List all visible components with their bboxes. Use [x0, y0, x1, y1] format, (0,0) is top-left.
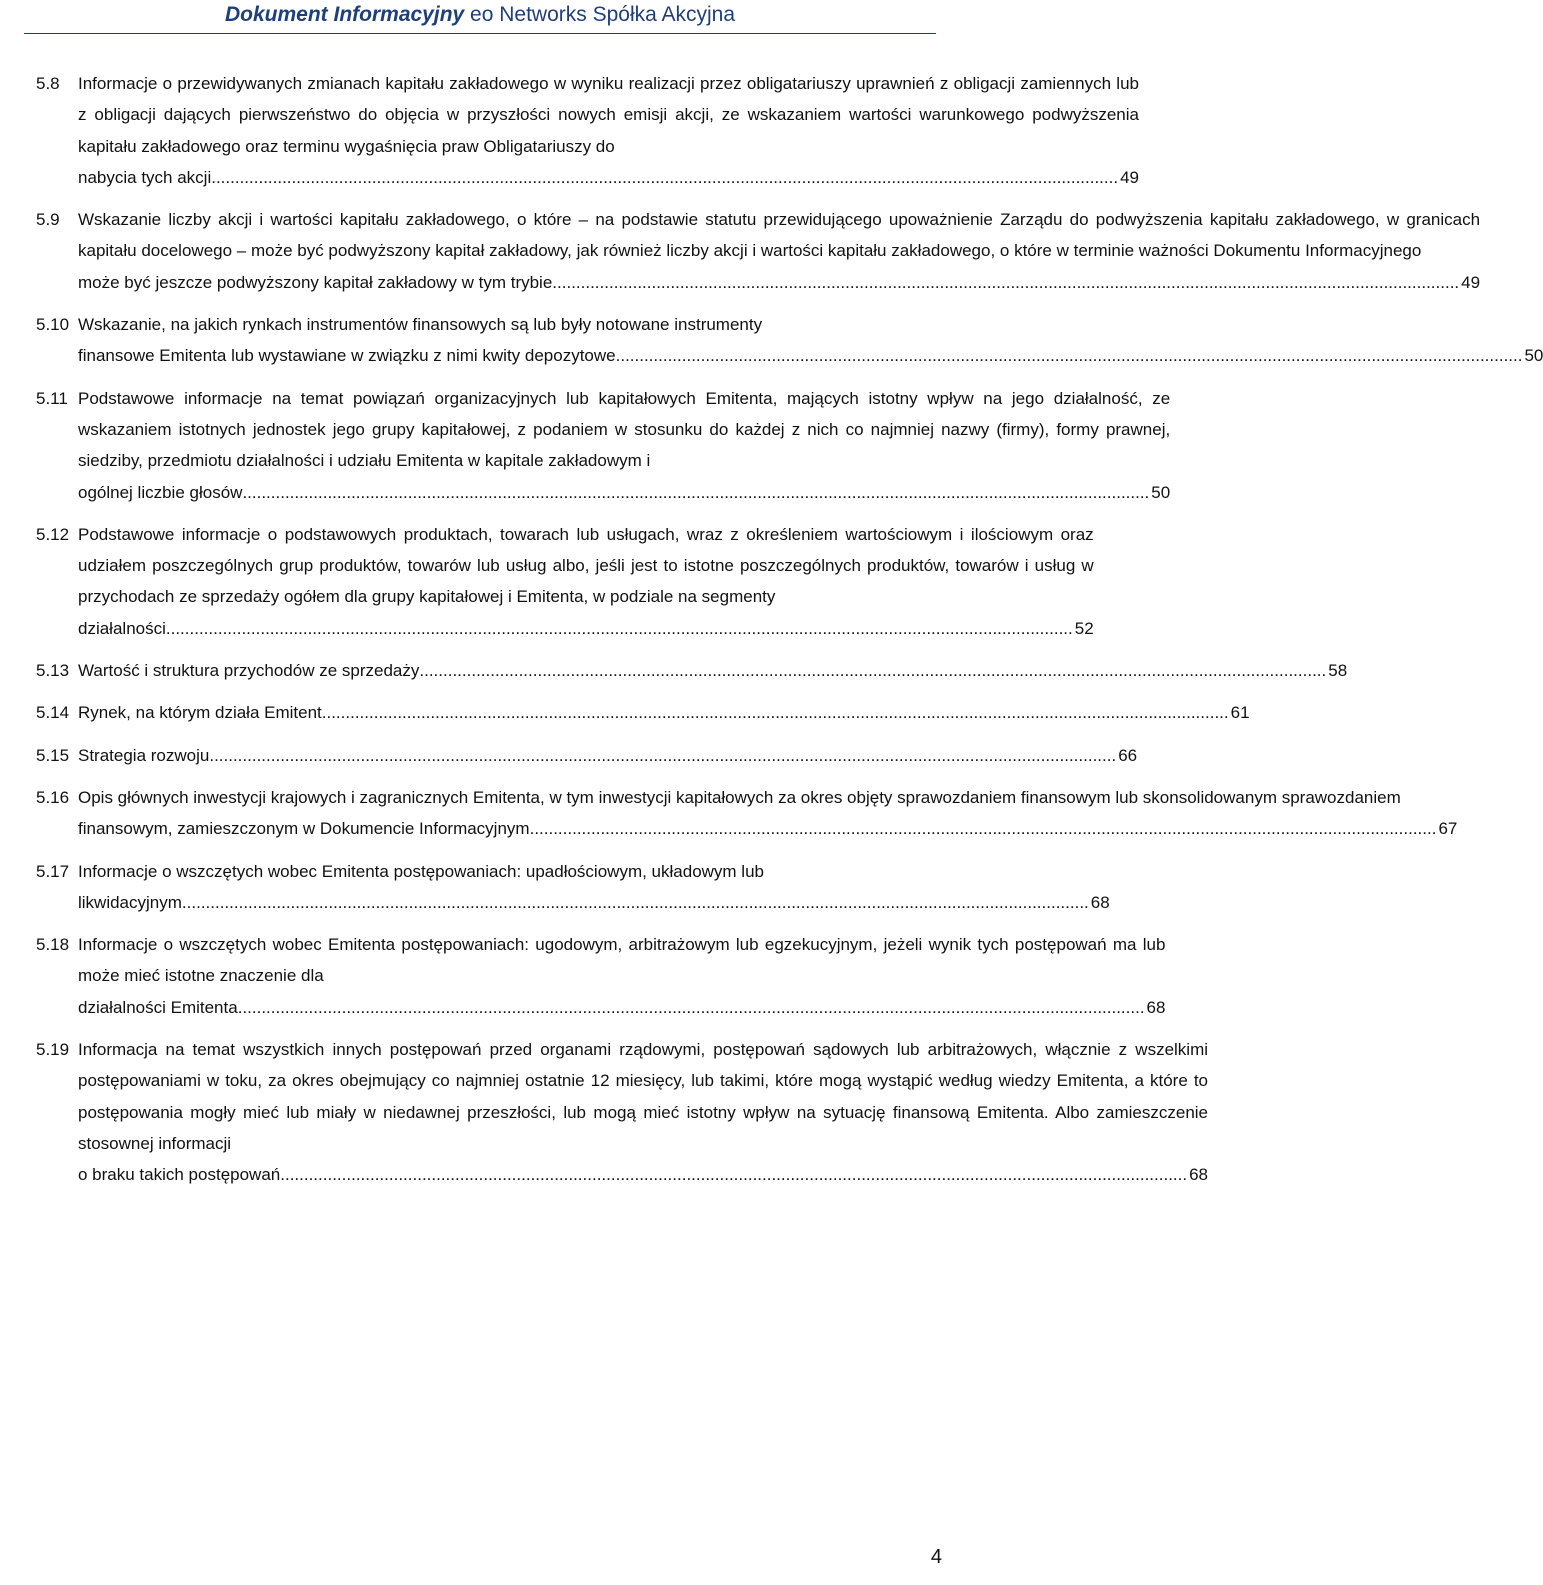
toc-entry-page: 52 [1074, 618, 1094, 638]
toc-entry-title-end: Wartość i struktura przychodów ze sprzedaży [78, 661, 420, 681]
toc-entry-body [78, 68, 1139, 193]
toc-entry-leader-line [78, 613, 1094, 644]
header-divider [24, 33, 936, 34]
toc-entry-number: 5.12 [36, 524, 70, 544]
dot-leader [322, 697, 1229, 728]
toc-entry-title: Informacje o wszczętych wobec Emitenta postępowaniach: upadłościowym, układowym lub [78, 861, 764, 881]
toc-entry-number: 5.11 [36, 388, 68, 408]
toc-entry[interactable] [36, 519, 1094, 644]
toc-entry-title: Informacje o wszczętych wobec Emitenta postępowaniach: ugodowym, arbitrażowym lub egzekucyjnym, jeżeli wynik tych postępowań ma lub może mieć istotne znaczenie dla [78, 935, 1166, 986]
toc-entry-body [78, 383, 1170, 508]
toc-entry-body [78, 519, 1094, 644]
header-title-bold: Dokument Informacyjny [224, 3, 465, 26]
toc-entry-number: 5.19 [36, 1040, 70, 1060]
toc-entry-number: 5.9 [36, 210, 60, 230]
toc-entry[interactable] [36, 68, 1139, 193]
toc-entry-title-end: nabycia tych akcji [78, 167, 212, 187]
toc-entry-number: 5.18 [36, 935, 70, 955]
toc-entry-page: 49 [1120, 167, 1139, 187]
toc-entry-body [78, 309, 1543, 372]
toc-entry[interactable] [36, 740, 1138, 771]
toc-entry-leader-line [78, 697, 1250, 728]
toc-entry-page: 61 [1230, 703, 1250, 723]
toc-entry-number: 5.17 [36, 861, 70, 881]
toc-entry[interactable] [36, 655, 1348, 686]
toc-entry-page: 67 [1438, 819, 1458, 839]
toc-entry-page: 68 [1146, 997, 1166, 1017]
document-header [0, 0, 960, 36]
toc-entry-page: 50 [1151, 482, 1171, 502]
toc-entry-body [78, 697, 1250, 728]
page-number: 4 [930, 1546, 942, 1568]
toc-entry-leader-line [78, 887, 1110, 918]
dot-leader [209, 740, 1116, 771]
toc-entry-body [78, 655, 1347, 686]
toc-entry-number: 5.10 [36, 315, 70, 335]
toc-entry-number: 5.13 [36, 661, 70, 681]
toc-entry-number: 5.16 [36, 787, 70, 807]
toc-entry-page: 68 [1189, 1165, 1209, 1185]
toc-entry-title-end: działalności Emitenta [78, 997, 238, 1017]
toc-entry-title: Wskazanie liczby akcji i wartości kapitału zakładowego, o które – na podstawie statutu przewidującego upoważnienie Zarządu do podwyższenia kapitału zakładowego, w granicach kapitału docelowego – może być podwyższony kapitał zakładowy, jak również liczby akcji i wartości kapitału zakładowego, o które w terminie ważności Dokumentu Informacyjnego [78, 210, 1481, 261]
dot-leader [530, 813, 1437, 844]
dot-leader [419, 655, 1326, 686]
toc-entry-title: Wskazanie, na jakich rynkach instrumentów finansowych są lub były notowane instrumenty [78, 315, 763, 335]
toc-entry-title: Informacja na temat wszystkich innych postępowań przed organami rządowymi, postępowań sądowych lub arbitrażowych, włącznie z wszelkimi postępowaniami w toku, za okres obejmujący co najmniej ostatnie 12 miesięcy, lub takimi, które mogą wystąpić według wiedzy Emitenta, a które to postępowania mogły mieć lub miały w niedawnej przeszłości, lub mogą mieć istotny wpływ na sytuację finansową Emitenta. Albo zamieszczenie stosownej informacji [78, 1040, 1209, 1153]
toc-entry-page: 66 [1118, 745, 1138, 765]
toc-entry[interactable] [36, 204, 1481, 298]
toc-entry-body [78, 204, 1480, 298]
toc-entry-title-end: finansowym, zamieszczonym w Dokumencie Informacyjnym [78, 819, 530, 839]
toc-entry[interactable] [36, 697, 1250, 728]
toc-entry-title: Opis głównych inwestycji krajowych i zagranicznych Emitenta, w tym inwestycji kapitałowych za okres objęty sprawozdaniem finansowym lub skonsolidowanym sprawozdaniem [78, 787, 1401, 807]
toc-entry-page: 58 [1328, 661, 1348, 681]
toc-entry-number: 5.8 [36, 74, 60, 93]
toc-entry[interactable] [36, 309, 1543, 372]
toc-entry[interactable] [36, 782, 1458, 845]
toc-entry-body [78, 740, 1137, 771]
toc-entry-title-end: Rynek, na którym działa Emitent [78, 703, 322, 723]
toc-entry-leader-line [78, 267, 1480, 298]
toc-entry-number: 5.15 [36, 745, 70, 765]
dot-leader [280, 1159, 1187, 1190]
toc-entry-page: 49 [1461, 272, 1481, 292]
toc-entry-page: 50 [1524, 346, 1543, 366]
toc-entry-title: Informacje o przewidywanych zmianach kapitału zakładowego w wyniku realizacji przez obligatariuszy uprawnień z obligacji zamiennych lub z obligacji dających pierwszeństwo do objęcia w przyszłości nowych emisji akcji, ze wskazaniem wartości warunkowego podwyższenia kapitału zakładowego oraz terminu wygaśnięcia praw Obligatariuszy do [78, 74, 1139, 156]
toc-entry-title-end: likwidacyjnym [78, 892, 182, 912]
toc-entry-body [78, 782, 1457, 845]
dot-leader [211, 162, 1118, 193]
toc-entry-leader-line [78, 992, 1165, 1023]
dot-leader [166, 613, 1073, 644]
toc-entry-body [78, 856, 1110, 919]
toc-entry[interactable] [36, 1034, 1209, 1190]
toc-entry-leader-line [78, 655, 1347, 686]
toc-entry-title-end: ogólnej liczbie głosów [78, 482, 243, 502]
toc-entry[interactable] [36, 856, 1110, 919]
toc-entry[interactable] [36, 929, 1166, 1023]
toc-entry-title-end: o braku takich postępowań [78, 1165, 281, 1185]
toc-entry-leader-line [78, 340, 1543, 371]
header-title-rest: eo Networks Spółka Akcyjna [470, 3, 736, 26]
toc-entry-body [78, 1034, 1208, 1190]
toc-entry-leader-line [78, 477, 1170, 508]
toc-entry-title-end: działalności [78, 618, 166, 638]
toc-entry-title-end: może być jeszcze podwyższony kapitał zakładowy w tym trybie [78, 272, 553, 292]
dot-leader [238, 992, 1145, 1023]
toc-entry-title: Podstawowe informacje na temat powiązań organizacyjnych lub kapitałowych Emitenta, mających istotny wpływ na jego działalność, ze wskazaniem istotnych jednostek jego grupy kapitałowej, z podaniem w stosunku do każdej z nich co najmniej nazwy (firmy), formy prawnej, siedziby, przedmiotu działalności i udziału Emitenta w kapitale zakładowym i [78, 388, 1171, 471]
toc-entry-title: Podstawowe informacje o podstawowych produktach, towarach lub usługach, wraz z określeniem wartościowym i ilościowym oraz udziałem poszczególnych grup produktów, towarów lub usług albo, jeśli jest to istotne poszczególnych produktów, towarów i usług w przychodach ze sprzedaży ogółem dla grupy kapitałowej i Emitenta, w podziale na segmenty [78, 524, 1094, 607]
dot-leader [616, 340, 1523, 371]
toc-entry-title-end: Strategia rozwoju [78, 745, 210, 765]
toc-entry[interactable] [36, 383, 1171, 508]
toc-entry-number: 5.14 [36, 703, 70, 723]
toc-entry-body [78, 929, 1165, 1023]
toc-entry-page: 68 [1090, 892, 1110, 912]
table-of-contents [36, 68, 1543, 1202]
dot-leader [242, 477, 1149, 508]
toc-entry-title-end: finansowe Emitenta lub wystawiane w związku z nimi kwity depozytowe [78, 346, 616, 366]
dot-leader [552, 267, 1459, 298]
toc-entry-leader-line [78, 740, 1137, 771]
dot-leader [182, 887, 1089, 918]
toc-entry-leader-line [78, 1159, 1208, 1190]
toc-entry-leader-line [78, 813, 1457, 844]
toc-entry-leader-line [78, 162, 1139, 193]
